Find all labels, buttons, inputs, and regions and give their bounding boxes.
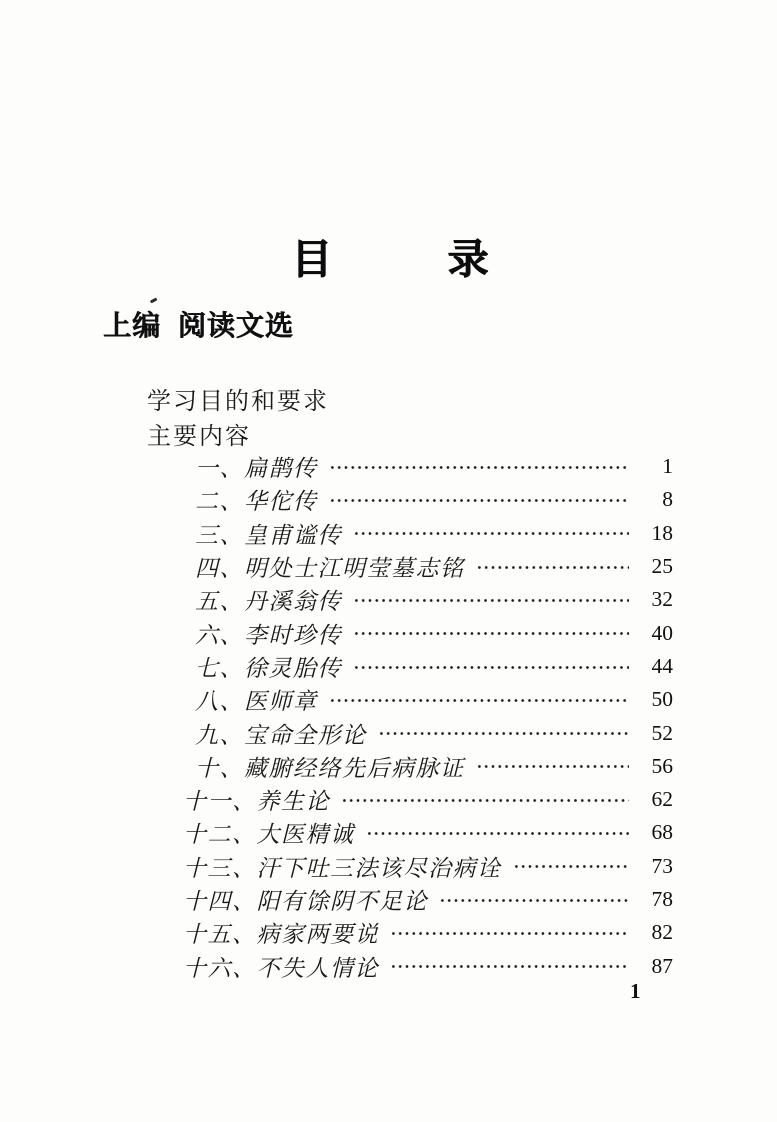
dot-leader [378,716,630,749]
toc-item-label: 十四、阳有馀阴不足论 [183,889,428,914]
toc-item [0,816,777,849]
scan-speck-artifact [150,298,157,303]
toc-item [0,517,777,550]
toc-item-label: 三、皇甫谧传 [195,522,342,548]
toc-item-label: 五、丹溪翁传 [195,589,342,615]
toc-item-page: 68 [651,820,673,845]
toc-item [0,450,777,483]
toc-item [0,750,777,783]
toc-item-page: 18 [651,520,673,545]
dot-leader [390,949,629,982]
dot-leader [353,616,629,649]
toc-item [0,850,777,883]
dot-leader [353,583,629,616]
toc-item-page: 32 [651,587,673,612]
dot-leader [329,683,630,716]
toc-item [0,716,777,749]
toc-item-page: 62 [651,787,673,812]
toc-item-page: 8 [662,487,673,512]
document-title: 目 录 [291,236,490,282]
dot-leader [366,816,630,849]
toc-item-label: 七、徐灵胎传 [195,655,342,681]
dot-leader [513,850,630,883]
page-number: 1 [630,979,641,1003]
toc-item [0,949,777,982]
toc-item-page: 87 [651,953,673,978]
toc-item-page: 25 [651,554,673,579]
dot-leader [476,550,630,583]
table-of-contents [0,450,777,983]
toc-item [0,583,777,616]
toc-item-label: 九、宝命全形论 [195,722,367,748]
toc-item [0,883,777,916]
dot-leader [329,450,630,483]
toc-item [0,616,777,649]
toc-item-label: 二、华佗传 [195,489,318,515]
subheading-main-content: 主要内容 [147,424,251,450]
toc-item-label: 十六、不失人情论 [183,955,379,981]
part-heading: 上编 阅读文选 [103,310,294,341]
toc-item [0,683,777,716]
toc-item-label: 十五、病家两要说 [183,922,379,948]
toc-item-label: 一、扁鹊传 [195,456,318,482]
toc-item-page: 44 [651,653,673,678]
dot-leader [439,883,629,916]
toc-item-label: 十一、养生论 [183,789,330,815]
subheading-study-goals: 学习目的和要求 [147,389,329,415]
toc-item-page: 56 [651,753,673,778]
toc-item-page: 50 [651,687,673,712]
toc-item-label: 十三、汗下吐三法该尽治病诠 [183,855,502,881]
toc-item [0,650,777,683]
toc-item-page: 82 [651,920,673,945]
toc-item [0,483,777,516]
toc-item-page: 73 [651,853,673,878]
toc-item-label: 十二、大医精诚 [183,822,355,848]
dot-leader [476,750,630,783]
toc-item-page: 78 [651,887,673,911]
toc-item [0,916,777,949]
toc-item-label: 十、藏腑经络先后病脉证 [195,755,465,781]
toc-item-label: 六、李时珍传 [195,622,342,648]
toc-item [0,550,777,583]
dot-leader [390,916,629,949]
toc-item-label: 四、明处士江明莹墓志铭 [195,556,465,582]
toc-item-page: 52 [651,720,673,745]
dot-leader [353,517,629,550]
dot-leader [341,783,629,816]
toc-item-page: 1 [662,454,673,479]
dot-leader [353,650,629,683]
toc-item-page: 40 [651,620,673,645]
toc-item-label: 八、医师章 [195,689,318,715]
toc-item [0,783,777,816]
dot-leader [329,483,630,516]
